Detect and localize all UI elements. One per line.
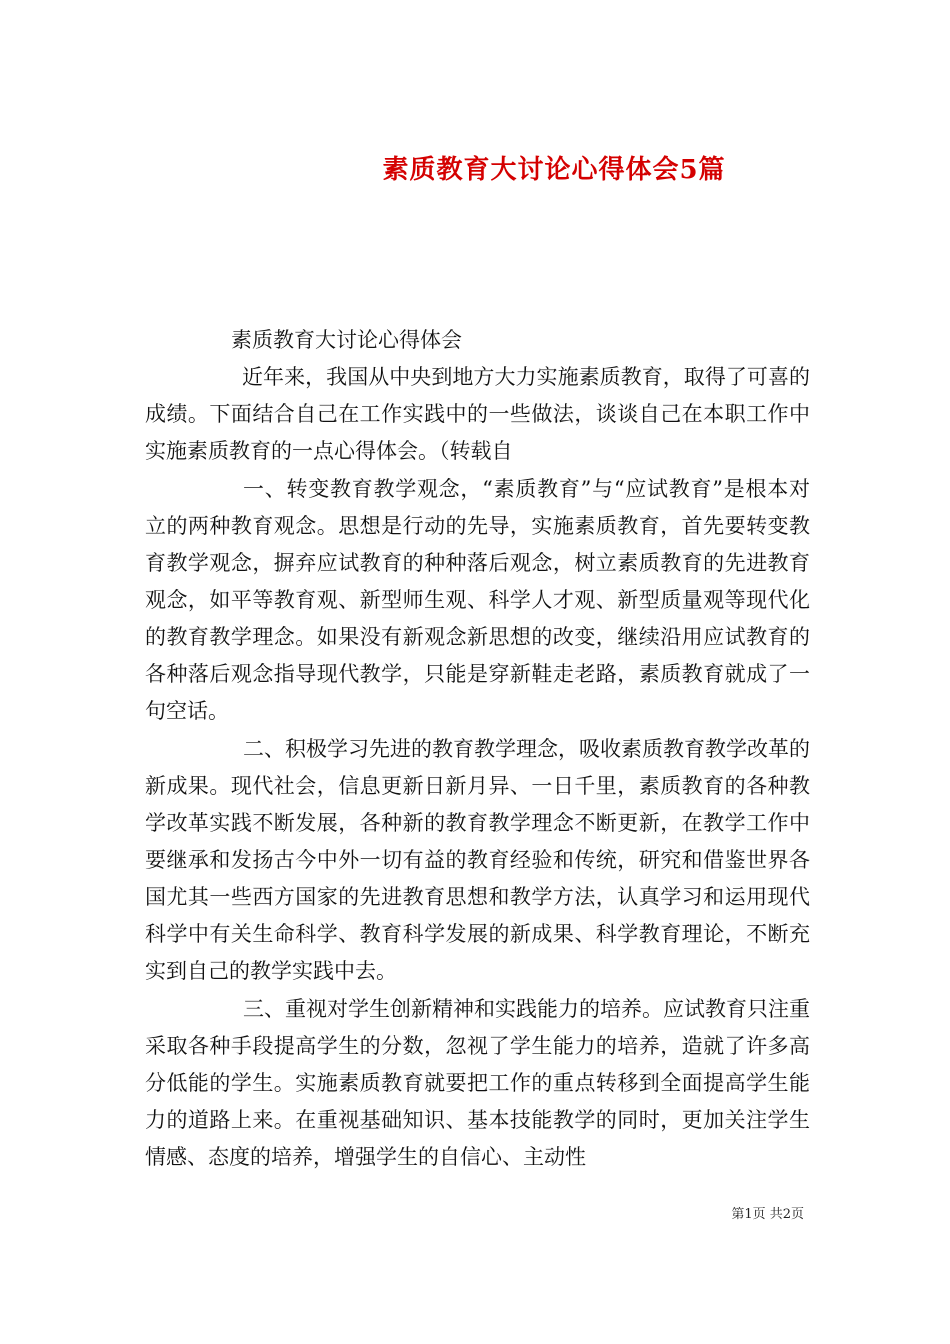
paragraph-section-3: 三、重视对学生创新精神和实践能力的培养。应试教育只注重采取各种手段提高学生的分数，忽视了学生能力的培养，造就了许多高分低能的学生。实施素质教育就要把工作的重点转移到全面提高学生能力的道路上来。在重视基础知识、基本技能教学的同时，更加关注学生情感、态度的培养，增强学生的自信心、主动性: [145, 997, 810, 1169]
page-number-footer: 第1页 共2页: [731, 1207, 804, 1222]
paragraph-section-2: 二、积极学习先进的教育教学理念，吸收素质教育教学改革的新成果。现代社会，信息更新日新月异、一日千里，素质教育的各种教学改革实践不断发展，各种新的教育教学理念不断更新，在教学工作中要继承和发扬古今中外一切有益的教育经验和传统，研究和借鉴世界各国尤其一些西方国家的先进教育思想和教学方法，认真学习和运用现代科学中有关生命科学、教育科学发展的新成果、科学教育理论，不断充实到自己的教学实践中去。: [145, 737, 810, 983]
paragraph-section-1: 一、转变教育教学观念，“素质教育”与“应试教育”是根本对立的两种教育观念。思想是行动的先导，实施素质教育，首先要转变教育教学观念，摒弃应试教育的种种落后观念，树立素质教育的先进教育观念，如平等教育观、新型师生观、科学人才观、新型质量观等现代化的教育教学理念。如果没有新观念新思想的改变，继续沿用应试教育的各种落后观念指导现代教学，只能是穿新鞋走老路，素质教育就成了一句空话。: [145, 477, 810, 723]
article-body: [145, 322, 810, 1176]
document-title: 素质教育大讨论心得体会5篇: [382, 155, 726, 186]
paragraph-intro: 近年来，我国从中央到地方大力实施素质教育，取得了可喜的成绩。下面结合自己在工作实践中的一些做法，谈谈自己在本职工作中实施素质教育的一点心得体会。（转载自: [145, 365, 810, 463]
article-heading: 素质教育大讨论心得体会: [231, 328, 462, 352]
